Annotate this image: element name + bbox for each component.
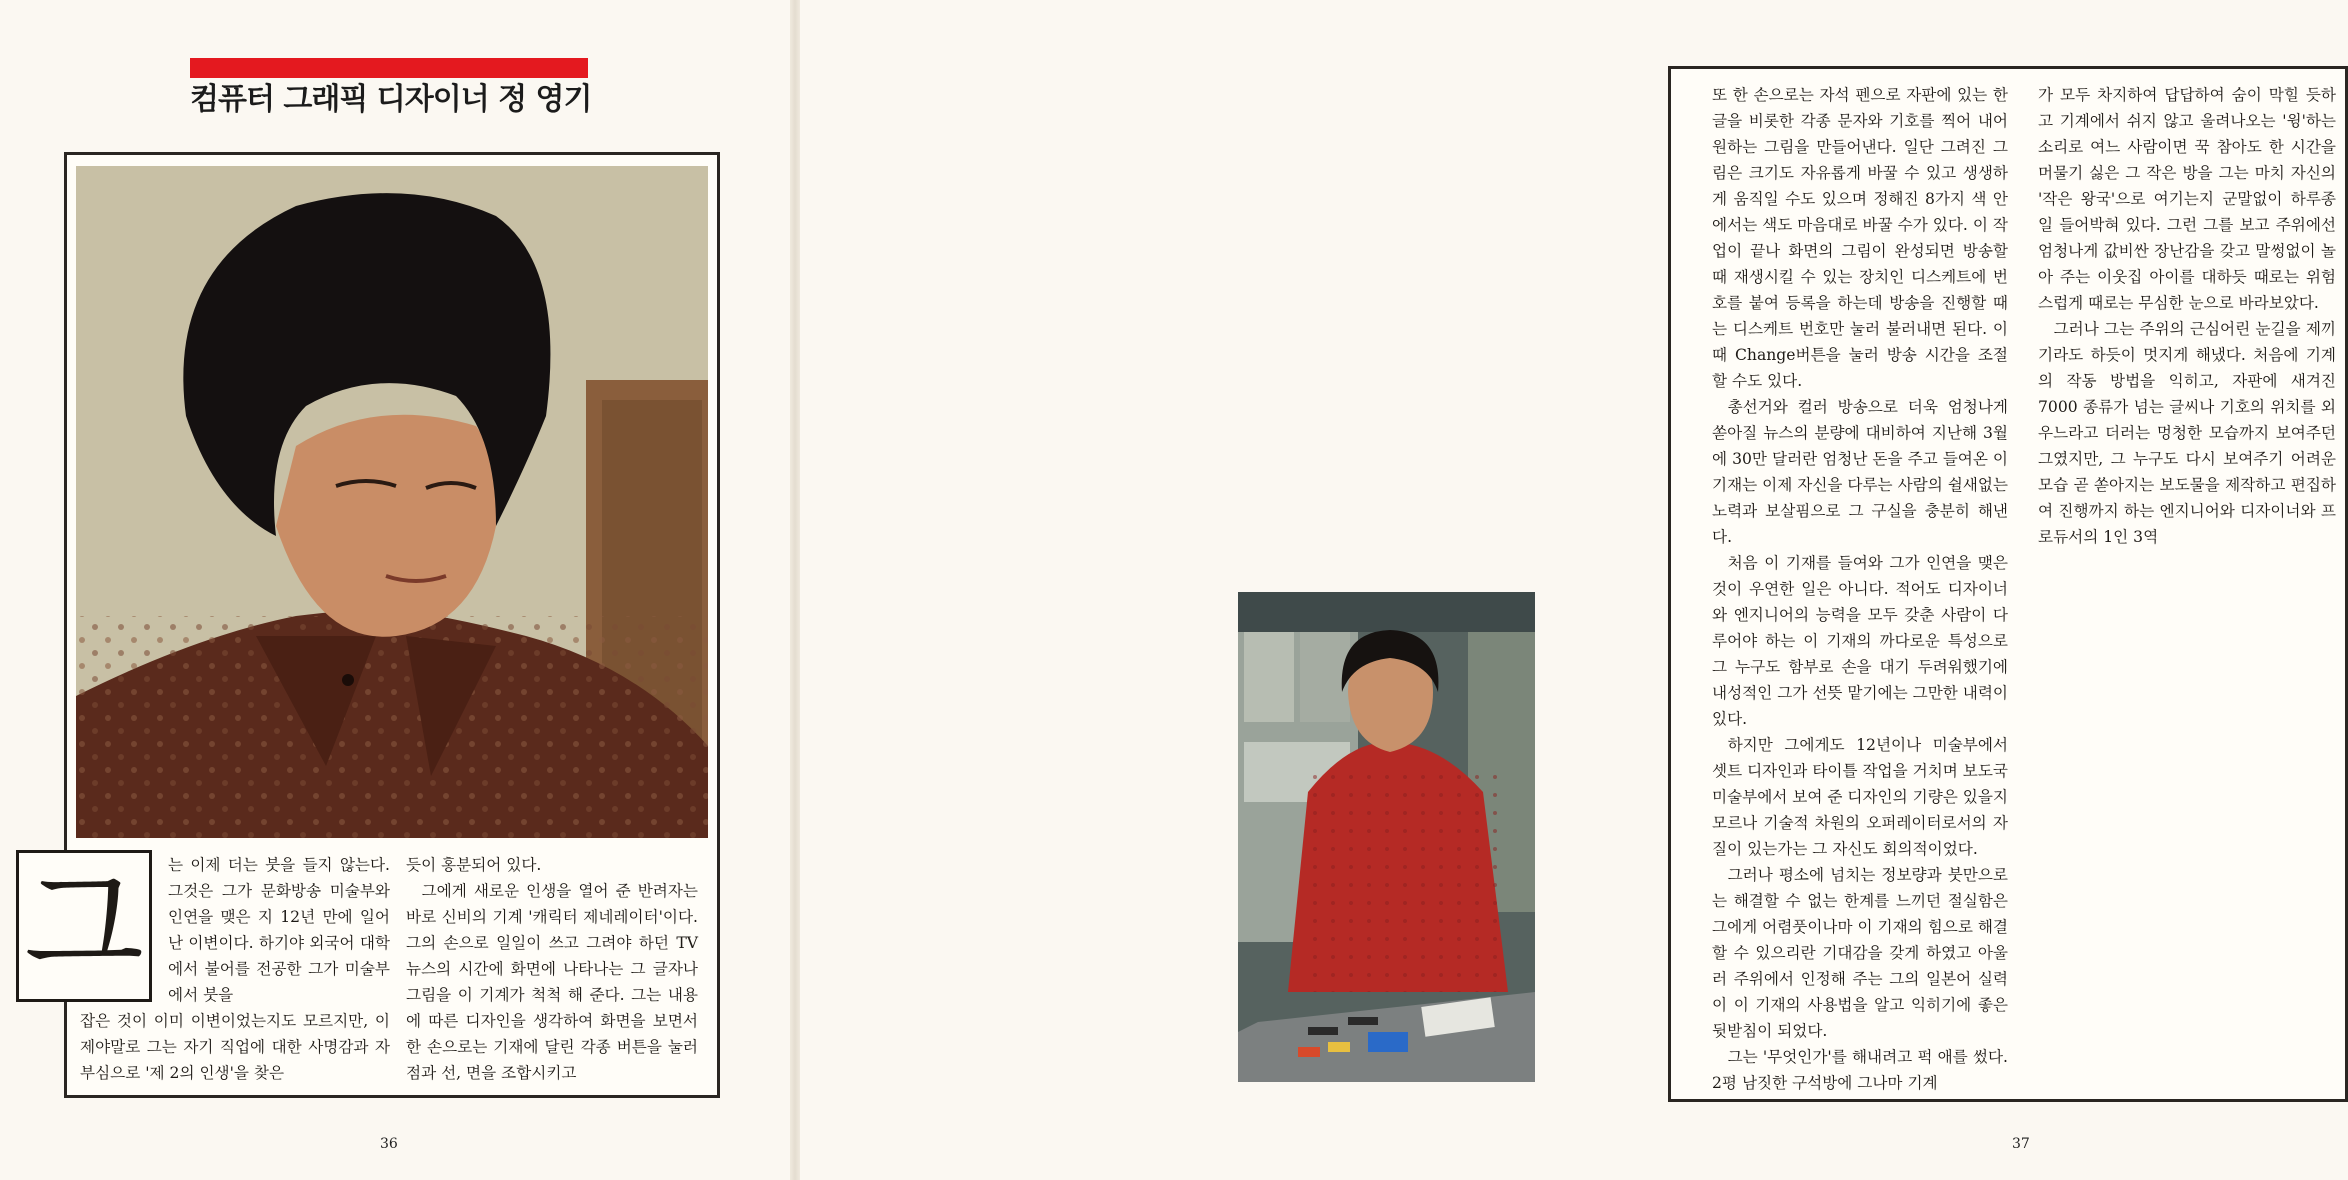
left-page [0,0,790,1180]
paragraph: 그러나 평소에 넘치는 정보량과 붓만으로는 해결할 수 없는 한계를 느끼던 절실함은 그에게 어렴풋이나마 이 기재의 힘으로 해결할 수 있으리란 기대감을 갖게 하였고 아울러 주위에서 인정해 주는 그의 일본어 실력이 이 기재의 사용법을 알고 익히기에 좋은 뒷받침이 되었다. [1712,866,2008,1040]
right-column-2 [2038,82,2336,550]
dropcap-letter: 그 [24,854,144,998]
headline: 컴퓨터 그래픽 디자이너 정 영기 [190,82,592,117]
paragraph: 처음 이 기재를 들여와 그가 인연을 맺은 것이 우연한 일은 아니다. 적어도 디자이너와 엔지니어의 능력을 모두 갖춘 사람이 다루어야 하는 이 기재의 까다로운 특성으로 그 누구도 함부로 손을 대기 두려워했기에 내성적인 그가 선뜻 맡기에는 그만한 내력이 있다. [1712,554,2008,728]
page-number-right: 37 [2012,1136,2030,1152]
paragraph: 하지만 그에게도 12년이나 미술부에서 셋트 디자인과 타이틀 작업을 거치며 보도국 미술부에서 보여 준 디자인의 기량은 있을지 모르나 기술적 차원의 오퍼레이터로서의 자질이 있는가는 그 자신도 회의적이었다. [1712,736,2008,858]
left-column-2 [406,852,698,1086]
left-column-1-bottom: 잡은 것이 이미 이변이었는지도 모르지만, 이제야말로 그는 자기 직업에 대한 사명감과 자부심으로 '제 2의 인생'을 찾은 [80,1012,390,1082]
paragraph: 가 모두 차지하여 답답하여 숨이 막힐 듯하고 기계에서 쉬지 않고 울려나오는 '윙'하는 소리로 여느 사람이면 꾹 참아도 한 시간을 머물기 싫은 그 작은 방을 그는 마치 자신의 '작은 왕국'으로 여기는지 군말없이 하루종일 들어박혀 있다. 그런 그를 보고 주위에선 엄청나게 값비싼 장난감을 갖고 말썽없이 놀아 주는 이웃집 아이를 대하듯 때로는 위험스럽게 때로는 무심한 눈으로 바라보았다. [2038,86,2336,312]
paragraph: 또 한 손으로는 자석 펜으로 자판에 있는 한글을 비롯한 각종 문자와 기호를 찍어 내어 원하는 그림을 만들어낸다. 일단 그려진 그림은 크기도 자유롭게 바꿀 수 있고 생생하게 움직일 수도 있으며 정해진 8가지 색 안에서는 색도 마음대로 바꿀 수가 있다. 이 작업이 끝나 화면의 그림이 완성되면 방송할 때 재생시킬 수 있는 장치인 디스케트에 번호를 붙여 등록을 하는데 방송을 진행할 때는 디스케트 번호만 눌러 불러내면 된다. 이때 Change버튼을 눌러 방송 시간을 조절할 수도 있다. [1712,86,2008,390]
right-column-1 [1712,82,2008,1096]
paragraph: 그에게 새로운 인생을 열어 준 반려자는 바로 신비의 기계 '캐릭터 제네레이터'이다. 그의 손으로 일일이 쓰고 그려야 하던 TV 뉴스의 시간에 화면에 나타나는 그 글자나 그림을 이 기계가 척척 해 준다. 그는 내용에 따른 디자인을 생각하여 화면을 보면서 한 손으로는 기재에 달린 각종 버튼을 눌러 점과 선, 면을 조합시키고 [406,882,698,1082]
book-gutter [790,0,800,1180]
paragraph: 총선거와 컬러 방송으로 더욱 엄청나게 쏟아질 뉴스의 분량에 대비하여 지난해 3월에 30만 달러란 엄청난 돈을 주고 들여온 이 기재는 이제 자신을 다루는 사람의 쉴새없는 노력과 보살핌으로 그 구실을 충분히 해낸다. [1712,398,2008,546]
dropcap-box [16,850,152,1002]
paragraph: 듯이 홍분되어 있다. [406,856,542,874]
paragraph: 그러나 그는 주위의 근심어린 눈길을 제끼기라도 하듯이 멋지게 해냈다. 처음에 기계의 작동 방법을 익히고, 자판에 새겨진 7000 종류가 넘는 글씨나 기호의 위치를 외우느라고 더러는 멍청한 모습까지 보여주던 그였지만, 그 누구도 다시 보여주기 어려운 모습 곧 쏟아지는 보도물을 제작하고 편집하여 진행까지 하는 엔지니어와 디자이너와 프로듀서의 1인 3역 [2038,320,2336,546]
left-column-1-top: 는 이제 더는 붓을 들지 않는다. 그것은 그가 문화방송 미술부와 인연을 맺은 지 12년 만에 일어난 이변이다. 하기야 외국어 대학에서 불어를 전공한 그가 미술부에서 붓을 [168,856,390,1004]
headline-red-bar [190,58,588,78]
paragraph: 그는 '무엇인가'를 해내려고 퍽 애를 썼다. 2평 남짓한 구석방에 그나마 기계 [1712,1048,2008,1092]
operator-photo [1238,592,1535,1082]
page-number-left: 36 [380,1136,398,1152]
portrait-photo [76,166,708,838]
